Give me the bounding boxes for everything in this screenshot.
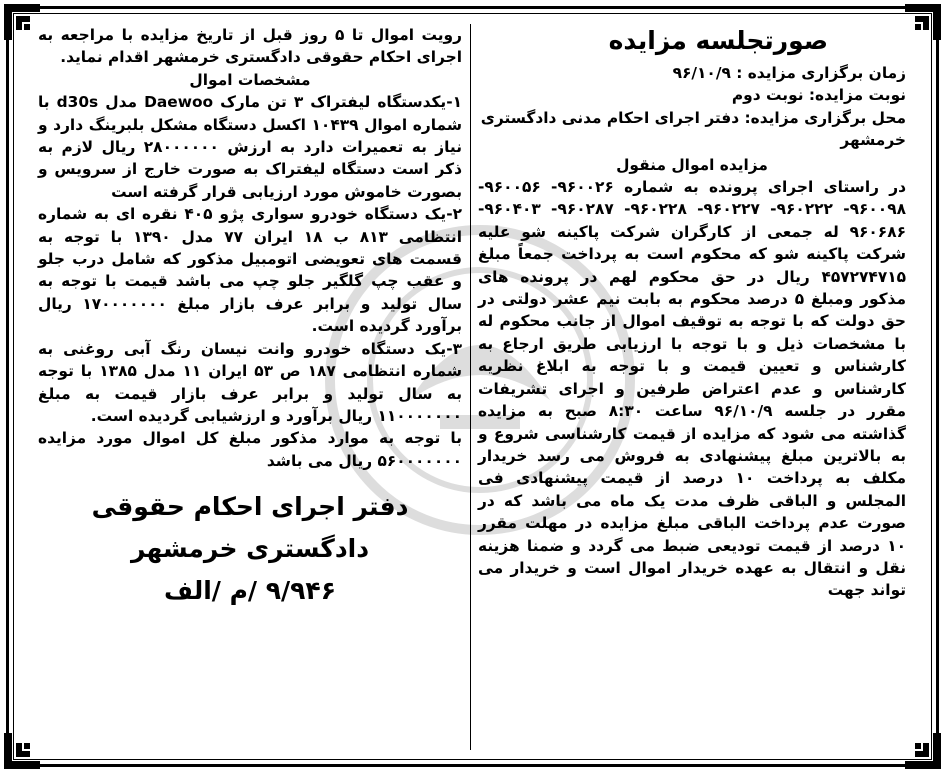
corner-ornament-icon bbox=[901, 729, 945, 773]
column-divider bbox=[470, 24, 471, 750]
notice-title: صورتجلسه مزایده bbox=[608, 26, 828, 55]
auction-subject: مزایده اموال منقول bbox=[616, 155, 768, 174]
signature-office: دفتر اجرای احکام حقوقی bbox=[91, 492, 409, 522]
auction-round: نوبت مزایده: نوبت دوم bbox=[731, 86, 906, 105]
signature-code: ۹/۹۴۶ /م /الف bbox=[164, 576, 336, 606]
auction-place: محل برگزاری مزایده: دفتر اجرای احکام مدنی دادگستری خرمشهر bbox=[480, 108, 906, 150]
spec-item-1: ۱-یکدستگاه لیفتراک ۳ تن مارک Daewoo مدل d30s با شماره اموال ۱۰۴۳۹ اکسل دستگاه مشکل بلبرینگ دارد و نیاز به تعمیرات دارد به ارزش ۲۸۰۰۰۰۰۰ ریال لازم به ذکر است دستگاه لیفتراک به صورت خارج از سرویس و بصورت خاموش مورد ارزیابی قرار گرفته است bbox=[38, 93, 462, 201]
signature-block bbox=[38, 486, 462, 612]
viewing-paragraph: رویت اموال تا ۵ روز قبل از تاریخ مزایده با مراجعه به اجرای احکام حقوقی دادگستری خرمشهر اقدام نماید. bbox=[38, 26, 462, 67]
right-column bbox=[478, 24, 906, 602]
total-amount: با توجه به موارد مذکور مبلغ کل اموال مورد مزایده ۵۶۰۰۰۰۰۰۰ ریال می باشد bbox=[38, 429, 462, 470]
corner-ornament-icon bbox=[901, 0, 945, 44]
spec-item-2: ۲-یک دستگاه خودرو سواری پژو ۴۰۵ نقره ای به شماره انتظامی ۸۱۳ ب ۱۸ ایران ۷۷ مدل ۱۳۹۰ با توجه به قسمت های تعویضی اتومبیل مذکور که شامل درب جلو و عقب چپ گلگیر جلو چپ می باشد قیمت با توجه به سال تولید و برابر عرف بازار مبلغ ۱۷۰۰۰۰۰۰۰ ریال برآورد گردیده است. bbox=[38, 205, 463, 336]
corner-ornament-icon bbox=[0, 729, 44, 773]
spec-item-3: ۳-یک دستگاه خودرو وانت نیسان رنگ آبی روغنی به شماره انتظامی ۱۸۷ ص ۵۳ ایران ۱۱ مدل ۱۳۸۵ با توجه به سال تولید و برابر عرف بازار قیمت به مبلغ ۱۱۰۰۰۰۰۰۰ ریال برآورد و ارزشیابی گردیده است. bbox=[38, 339, 462, 425]
auction-date: زمان برگزاری مزایده : ۹۶/۱۰/۹ bbox=[672, 64, 906, 82]
specs-heading: مشخصات اموال bbox=[189, 70, 311, 89]
left-column bbox=[38, 24, 462, 612]
signature-court: دادگستری خرمشهر bbox=[130, 534, 370, 564]
notice-body-right: در راستای اجرای پرونده به شماره ۹۶۰۰۲۶- ۹۶۰۰۵۶- ۹۶۰۰۹۸- ۹۶۰۲۲۲- ۹۶۰۲۲۷- ۹۶۰۲۲۸- ۹۶۰۲۸۷- ۹۶۰۴۰۳- ۹۶۰۶۸۶ له جمعی از کارگران شرکت پاکینه شو علیه شرکت پاکینه شو که محکوم است به پرداخت جمعاً مبلغ ۴۵۷۲۷۴۷۱۵ ریال در حق محکوم لهم در پرونده های مذکور ومبلغ ۵ درصد محکوم به بابت نیم عشر دولتی در حق دولت که با توجه به توقیف اموال از جانب محکوم له با مشخصات ذیل و با توجه با ارزیابی طریق ارجاع به کارشناس و تعیین قیمت و با توجه به ابلاغ نظریه کارشناس و عدم اعتراض طرفین و اجرای تشریفات مقرر در جلسه ۹۶/۱۰/۹ ساعت ۸:۳۰ صبح به مزایده گذاشته می شود که مزایده از قیمت کارشناسی شروع و به بالاترین مبلغ پیشنهادی به فروش می رسد خریدار مکلف به پرداخت ۱۰ درصد از قیمت پیشنهادی فی المجلس و الباقی ظرف مدت یک ماه می باشد که در صورت عدم پرداخت الباقی مبلغ مزایده در مهلت مقرر ۱۰ درصد از قیمت تودیعی ضبط می گردد و ضمنا هزینه نقل و انتقال به عهده خریدار اموال است و خریدار می تواند جهت bbox=[478, 178, 906, 600]
